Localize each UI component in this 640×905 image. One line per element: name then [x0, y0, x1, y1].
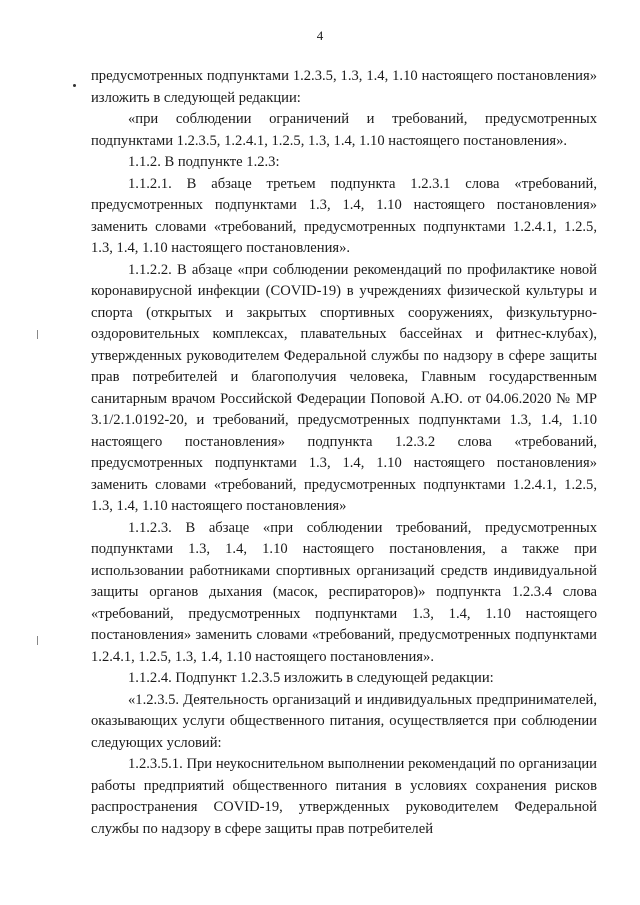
paragraph: «1.2.3.5. Деятельность организаций и индивидуальных предпринимателей, оказывающих услуги общественного питания, осуществляется при соблюдении следующих условий: [91, 691, 597, 751]
paragraph: предусмотренных подпунктами 1.2.3.5, 1.3, 1.4, 1.10 настоящего постановления» изложить в следующей редакции: [91, 68, 597, 106]
margin-mark [37, 636, 38, 645]
stray-mark [73, 84, 76, 87]
paragraph: 1.1.2.4. Подпункт 1.2.3.5 изложить в следующей редакции: [128, 670, 494, 686]
paragraph: 1.1.2. В подпункте 1.2.3: [128, 154, 280, 170]
paragraph: 1.1.2.1. В абзаце третьем подпункта 1.2.3.1 слова «требований, предусмотренных подпунктами 1.3, 1.4, 1.10 настоящего постановления» заменить словами «требований, предусмотренных подпунктами 1.2.4.1, 1.2.5, 1.3, 1.4, 1.10 настоящего постановления». [91, 175, 597, 256]
margin-mark [37, 330, 38, 339]
paragraph: 1.1.2.2. В абзаце «при соблюдении рекомендаций по профилактике новой коронавирусной инфекции (COVID-19) в учреждениях физической культуры и спорта (открытых и закрытых спортивных сооружениях, физкультурно-оздоровительных комплексах, плавательных бассейнах и фитнес-клубах), утвержденных руководителем Федеральной службы по надзору в сфере защиты прав потребителей и благополучия человека, Главным государственным санитарным врачом Российской Федерации Поповой А.Ю. от 04.06.2020 № МР 3.1/2.1.0192-20, и требований, предусмотренных подпунктами 1.3, 1.4, 1.10 настоящего постановления» подпункта 1.2.3.2 слова «требований, предусмотренных подпунктами 1.3, 1.4, 1.10 настоящего постановления» заменить словами «требований, предусмотренных подпунктами 1.2.4.1, 1.2.5, 1.3, 1.4, 1.10 настоящего постановления» [91, 261, 597, 514]
paragraph: 1.1.2.3. В абзаце «при соблюдении требований, предусмотренных подпунктами 1.3, 1.4, 1.10 настоящего постановления, а также при использовании работниками спортивных организаций средств индивидуальной защиты органов дыхания (масок, респираторов)» подпункта 1.2.3.4 слова «требований, предусмотренных подпунктами 1.3, 1.4, 1.10 настоящего постановления» заменить словами «требований, предусмотренных подпунктами 1.2.4.1, 1.2.5, 1.3, 1.4, 1.10 настоящего постановления». [91, 519, 597, 665]
document-body [91, 66, 597, 840]
paragraph: 1.2.3.5.1. При неукоснительном выполнении рекомендаций по организации работы предприятий общественного питания в условиях сохранения рисков распространения COVID-19, утвержденных руководителем Федеральной службы по надзору в сфере защиты прав потребителей [91, 756, 597, 837]
paragraph: «при соблюдении ограничений и требований, предусмотренных подпунктами 1.2.3.5, 1.2.4.1, 1.2.5, 1.3, 1.4, 1.10 настоящего постановления». [91, 111, 597, 149]
page-number: 4 [316, 28, 324, 43]
